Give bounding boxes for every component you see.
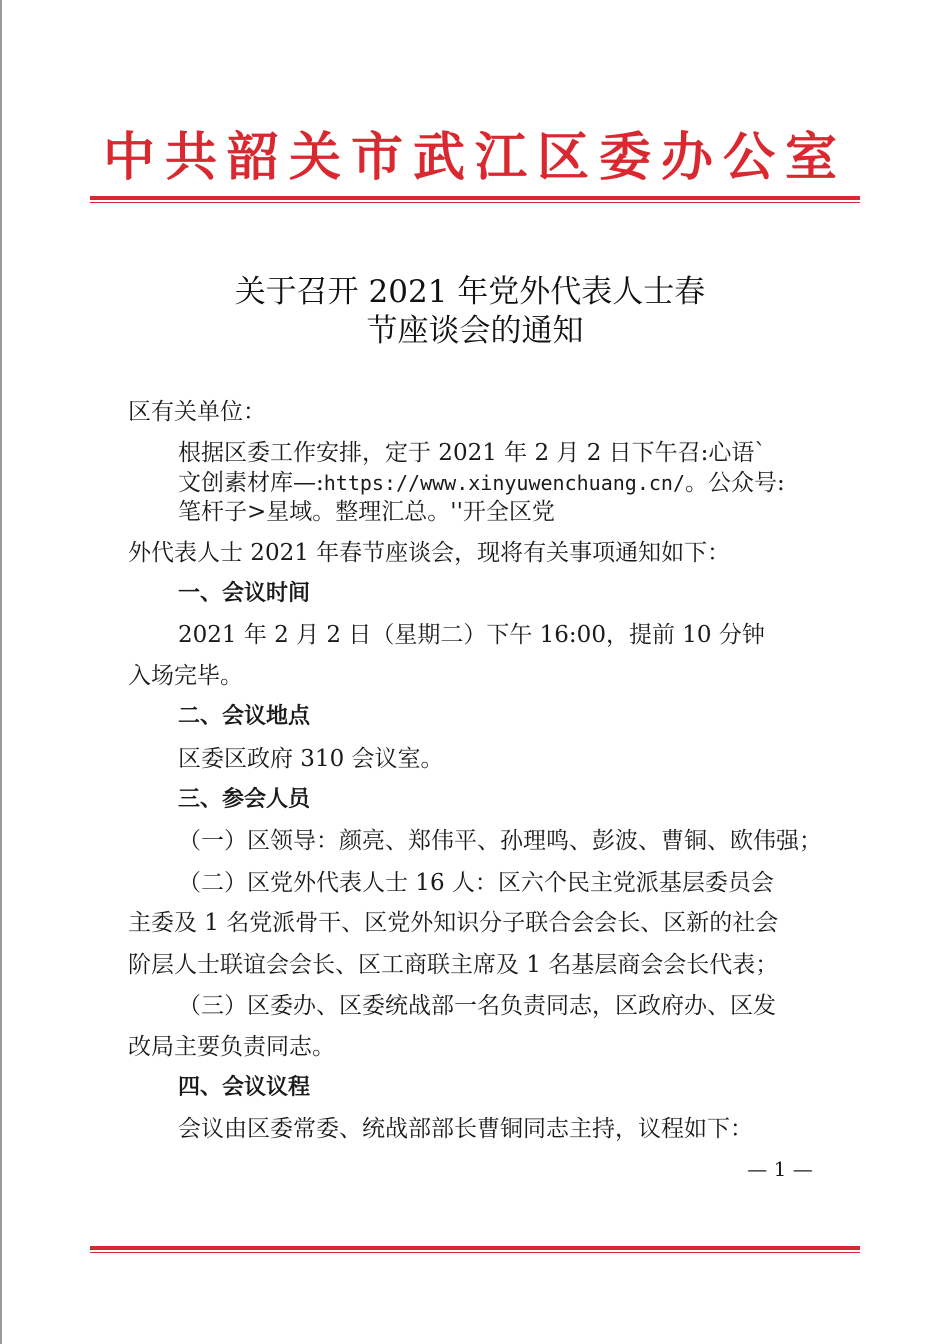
footer-red-rule-thick: [90, 1246, 860, 1250]
intro-line-2-prefix: 文创素材库—:: [178, 470, 324, 496]
section-3-item-2-line-1: （二）区党外代表人士 16 人：区六个民主党派基层委员会: [178, 870, 774, 896]
section-3-item-2-line-3: 阶层人士联谊会会长、区工商联主席及 1 名基层商会会长代表；: [128, 952, 779, 978]
section-1-heading: 一、会议时间: [178, 581, 311, 606]
header-red-rule-thin: [90, 202, 860, 203]
document-title-line-1: 关于召开 2021 年党外代表人士春: [234, 274, 706, 310]
source-url: https://www.xinyuwenchuang.cn/: [323, 471, 685, 495]
intro-line-2-suffix: 。公众号:: [684, 470, 785, 496]
section-2-heading: 二、会议地点: [178, 704, 311, 729]
intro-line-4: 外代表人士 2021 年春节座谈会，现将有关事项通知如下：: [128, 540, 731, 566]
section-1-line-1: 2021 年 2 月 2 日（星期二）下午 16:00，提前 10 分钟: [178, 622, 765, 648]
section-4-line-1: 会议由区委常委、统战部部长曹铜同志主持，议程如下：: [178, 1116, 753, 1142]
section-3-item-2-line-2: 主委及 1 名党派骨干、区党外知识分子联合会会长、区新的社会: [128, 910, 779, 936]
section-4-heading: 四、会议议程: [178, 1075, 311, 1100]
document-org-header: 中共韶关市武江区委办公室: [102, 127, 847, 188]
intro-line-3: 笔杆子>星域。整理汇总。''开全区党: [178, 499, 555, 525]
section-1-line-2: 入场完毕。: [128, 663, 243, 689]
section-3-item-3-line-2: 改局主要负责同志。: [128, 1034, 335, 1060]
page-left-edge: [0, 0, 2, 1344]
section-2-line-1: 区委区政府 310 会议室。: [178, 746, 444, 772]
intro-line-1: 根据区委工作安排，定于 2021 年 2 月 2 日下午召:心语`: [178, 440, 766, 466]
section-3-heading: 三、参会人员: [178, 787, 311, 812]
section-3-item-3-line-1: （三）区委办、区委统战部一名负责同志，区政府办、区发: [178, 993, 776, 1019]
salutation: 区有关单位：: [128, 399, 266, 425]
document-title-line-2: 节座谈会的通知: [366, 313, 584, 349]
page-number: — 1 —: [747, 1157, 813, 1181]
header-red-rule-thick: [90, 196, 860, 200]
footer-red-rule-thin: [90, 1252, 860, 1253]
section-3-item-1: （一）区领导：颜亮、郑伟平、孙理鸣、彭波、曹铜、欧伟强；: [178, 828, 822, 854]
